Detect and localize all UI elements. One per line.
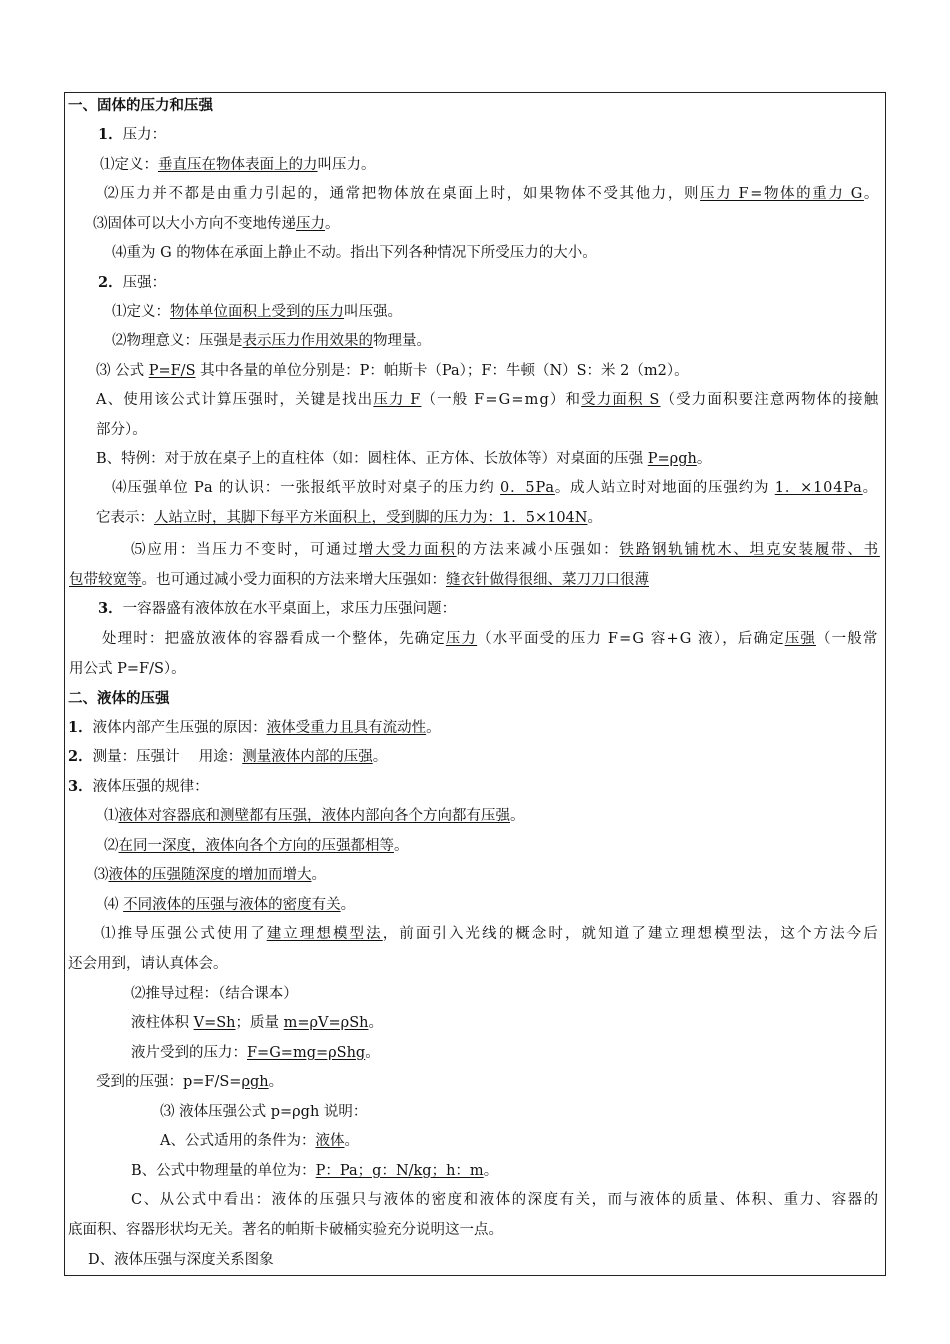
text-segment: 受到的压强：p=F/S=: [96, 1074, 242, 1090]
text-line-2: [98, 125, 166, 145]
text-line-36: [160, 1131, 359, 1151]
text-line-1: [68, 96, 213, 116]
text-segment: 。: [268, 1074, 284, 1090]
underlined-answer: 0．5Pa: [500, 480, 555, 496]
text-line-33: [131, 1043, 380, 1063]
text-line-38: [131, 1190, 880, 1210]
text-segment: 。: [372, 749, 388, 765]
bold-text: 3．: [68, 778, 93, 795]
underlined-answer: 包带较宽等: [69, 572, 142, 588]
text-line-34: [96, 1072, 283, 1092]
text-line-14: [112, 478, 878, 498]
text-segment: D、液体压强与深度关系图象: [88, 1252, 274, 1268]
text-segment: 还会用到，请认真体会。: [68, 956, 228, 972]
text-segment: 。: [344, 1133, 359, 1149]
text-segment: 的方法来减小压强如：: [456, 542, 620, 558]
bold-text: 3．: [98, 600, 123, 617]
underlined-answer: 缝衣针做得很细、菜刀刀口很薄: [446, 572, 649, 588]
text-line-15: [96, 508, 602, 528]
text-line-19: [102, 629, 879, 649]
underlined-answer: 液体受重力且具有流动性: [266, 720, 427, 736]
text-segment: 。: [368, 1015, 383, 1031]
text-segment: 物理量。: [373, 333, 431, 349]
bold-text: 一、固体的压力和压强: [68, 97, 213, 114]
text-segment: ⑶固体可以大小方向不变地传递: [93, 216, 296, 232]
text-line-5: [93, 214, 340, 234]
underlined-answer: m=ρV=ρSh: [283, 1015, 369, 1031]
text-segment: 。: [862, 480, 878, 496]
text-line-4: [104, 184, 880, 204]
text-segment: 压强：: [122, 275, 167, 291]
text-line-26: [104, 836, 409, 856]
text-segment: 叫压力。: [317, 157, 376, 173]
text-segment: A、使用该公式计算压强时，关键是找出: [96, 392, 374, 408]
text-line-7: [98, 273, 166, 293]
text-line-16: [131, 540, 880, 560]
text-line-31: [131, 984, 298, 1004]
text-segment: （一般常: [815, 631, 879, 647]
underlined-answer: 压力: [296, 216, 325, 232]
bold-text: 1．: [98, 126, 123, 143]
text-segment: B、公式中物理量的单位为：: [131, 1163, 316, 1179]
text-line-10: [96, 361, 689, 381]
underlined-answer: 受力面积 S: [581, 392, 661, 408]
text-line-40: [88, 1250, 274, 1270]
text-line-23: [68, 747, 387, 767]
bold-text: 二、液体的压强: [68, 690, 170, 707]
text-line-11: [96, 390, 879, 410]
underlined-answer: 压力 F=物体的重力 G: [700, 186, 864, 202]
underlined-answer: 液体对容器底和测壁都有压强，液体内部向各个方向都有压强: [118, 808, 510, 824]
text-segment: （一般 F=G=mg）和: [421, 392, 582, 408]
text-line-22: [68, 718, 441, 738]
text-segment: 用公式 P=F/S）。: [69, 661, 186, 677]
text-segment: ⑴推导压强公式使用了: [101, 926, 267, 942]
text-segment: 。: [483, 1163, 499, 1179]
text-segment: ⑵物理意义：压强是: [112, 333, 243, 349]
text-segment: ⑴: [104, 808, 119, 824]
text-line-20: [69, 659, 186, 679]
text-segment: 液柱体积: [131, 1015, 194, 1031]
underlined-answer: 建立理想模型法: [266, 926, 383, 942]
text-segment: ⑸应用：当压力不变时，可通过: [131, 542, 359, 558]
underlined-answer: 人站立时，其脚下每平方米面积上，受到脚的压力为：1．5×104N: [154, 510, 588, 526]
underlined-answer: V=Sh: [193, 1015, 236, 1031]
text-segment: C、从公式中看出：液体的压强只与液体的密度和液体的深度有关，而与液体的质量、体积、重力、容器的: [131, 1192, 880, 1208]
text-segment: 部分）。: [96, 422, 147, 438]
text-segment: 处理时：把盛放液体的容器看成一个整体，先确定: [102, 631, 446, 647]
underlined-answer: P：Pa；g：N/kg；h：m: [315, 1163, 484, 1179]
text-segment: ；质量: [235, 1015, 284, 1031]
underlined-answer: F=G=mg=ρShg: [247, 1045, 366, 1061]
underlined-answer: 液体的压强随深度的增加而增大: [108, 867, 312, 883]
text-segment: ⑷重为 G 的物体在承面上静止不动。指出下列各种情况下所受压力的大小。: [112, 245, 597, 261]
underlined-answer: 在同一深度，液体向各个方向的压强都相等: [118, 838, 394, 854]
text-segment: 叫压强。: [344, 304, 402, 320]
underlined-answer: P=F/S: [148, 363, 196, 379]
text-segment: ⑵: [104, 838, 119, 854]
text-segment: 。: [365, 1045, 380, 1061]
text-segment: ⑴定义：: [112, 304, 170, 320]
text-line-37: [131, 1161, 498, 1181]
text-segment: B、特例：对于放在桌子上的直柱体（如：圆柱体、正方体、长放体等）对桌面的压强: [96, 451, 648, 467]
text-segment: ⑴定义：: [100, 157, 158, 173]
text-segment: 。: [311, 867, 326, 883]
text-segment: 底面积、容器形状均无关。著名的帕斯卡破桶实验充分说明这一点。: [68, 1222, 503, 1238]
underlined-answer: 1．×104Pa: [774, 480, 863, 496]
text-line-24: [68, 777, 209, 797]
text-line-13: [96, 449, 711, 469]
text-segment: 。: [394, 838, 409, 854]
text-line-8: [112, 302, 402, 322]
text-line-12: [96, 420, 147, 440]
underlined-answer: ρgh: [241, 1074, 269, 1090]
content-box: [64, 92, 886, 1276]
text-segment: ⑷压强单位 Pa 的认识：一张报纸平放时对桌子的压力约: [112, 480, 501, 496]
text-segment: 液体内部产生压强的原因：: [92, 720, 267, 736]
text-line-18: [98, 599, 456, 619]
text-segment: ⑶ 液体压强公式 p=ρgh 说明：: [160, 1104, 368, 1120]
text-line-35: [160, 1102, 367, 1122]
text-segment: 测量：压强计 用途：: [92, 749, 243, 765]
text-line-27: [94, 865, 326, 885]
text-segment: 。: [696, 451, 712, 467]
text-segment: （水平面受的压力 F=G 容+G 液），后确定: [477, 631, 785, 647]
text-line-6: [112, 243, 597, 263]
text-segment: ⑶: [94, 867, 109, 883]
text-segment: 。: [426, 720, 441, 736]
text-line-32: [131, 1013, 383, 1033]
underlined-answer: 液体: [315, 1133, 345, 1149]
underlined-answer: 垂直压在物体表面上的力: [158, 157, 318, 173]
underlined-answer: 压力: [445, 631, 478, 647]
underlined-answer: 表示压力作用效果的: [242, 333, 373, 349]
text-segment: 。: [510, 808, 525, 824]
text-line-28: [104, 895, 355, 915]
text-segment: 。: [587, 510, 602, 526]
text-line-21: [68, 689, 170, 709]
text-segment: 液体压强的规律：: [92, 779, 209, 795]
text-segment: ，前面引入光线的概念时，就知道了建立理想模型法，这个方法今后: [382, 926, 880, 942]
text-line-25: [104, 806, 525, 826]
underlined-answer: 压力 F: [373, 392, 422, 408]
text-segment: 。: [863, 186, 881, 202]
underlined-answer: 不同液体的压强与液体的密度有关: [123, 897, 341, 913]
text-line-39: [68, 1220, 503, 1240]
underlined-answer: P=ρgh: [647, 451, 697, 467]
text-line-9: [112, 331, 431, 351]
text-segment: ⑵推导过程：（结合课本）: [131, 986, 298, 1002]
underlined-answer: 物体单位面积上受到的压力: [170, 304, 344, 320]
text-line-17: [69, 570, 649, 590]
text-segment: 。: [325, 216, 340, 232]
text-segment: ⑶ 公式: [96, 363, 149, 379]
text-line-30: [68, 954, 228, 974]
bold-text: 1．: [68, 719, 93, 736]
text-segment: 它表示：: [96, 510, 154, 526]
text-segment: 压力：: [122, 127, 167, 143]
text-segment: A、公式适用的条件为：: [160, 1133, 316, 1149]
text-line-29: [101, 924, 880, 944]
text-segment: 。成人站立时对地面的压强约为: [554, 480, 775, 496]
text-segment: 。也可通过减小受力面积的方法来增大压强如：: [141, 572, 446, 588]
text-segment: 液片受到的压力：: [131, 1045, 247, 1061]
bold-text: 2．: [98, 274, 123, 291]
text-segment: 一容器盛有液体放在水平桌面上，求压力压强问题：: [122, 601, 457, 617]
text-segment: 其中各量的单位分别是：P：帕斯卡（Pa）；F：牛顿（N）S：米 2（m2）。: [195, 363, 689, 379]
underlined-answer: 压强: [784, 631, 816, 647]
underlined-answer: 测量液体内部的压强: [242, 749, 373, 765]
underlined-answer: 增大受力面积: [358, 542, 457, 558]
underlined-answer: 铁路钢轨铺枕木、坦克安装履带、书: [619, 542, 880, 558]
text-segment: ⑷: [104, 897, 124, 913]
text-segment: （受力面积要注意两物体的接触: [660, 392, 880, 408]
text-segment: ⑵压力并不都是由重力引起的，通常把物体放在桌面上时，如果物体不受其他力，则: [104, 186, 701, 202]
bold-text: 2．: [68, 748, 93, 765]
text-line-3: [100, 155, 376, 175]
text-segment: 。: [340, 897, 356, 913]
